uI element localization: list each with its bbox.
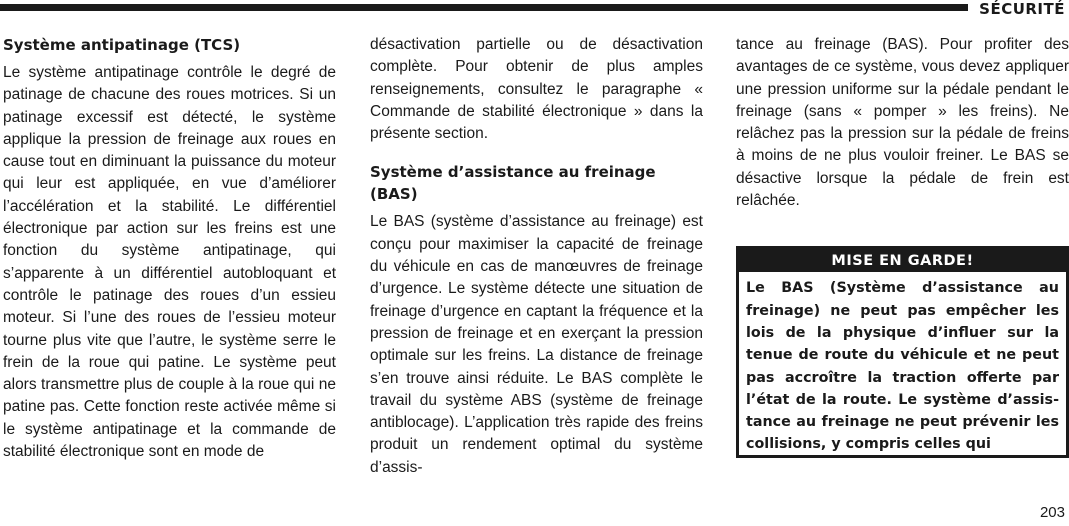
warning-box (736, 246, 1069, 458)
column-3 (736, 34, 1069, 458)
tcs-continuation-paragraph: désactivation partielle ou de désactivation complète. Pour obtenir de plus amples renseignements, consultez le paragraphe « Commande de stabilité électronique » dans la présente section. (370, 36, 703, 143)
column-2 (370, 34, 703, 479)
tcs-heading: Système antipatinage (TCS) (3, 36, 241, 54)
column-1 (3, 34, 336, 463)
page-number: 203 (1039, 504, 1065, 521)
warning-text: Le BAS (Système d’assistance au freinage) ne peut pas empêcher les lois de la physique d’influer sur la tenue de route du véhicule et ne peut pas accroître la traction offerte par l’état de la route. Le système d’assistance au freinage ne peut prévenir les collisions, y compris celles qui (746, 280, 1059, 453)
header-rule (0, 4, 968, 11)
bas-continuation-paragraph: tance au freinage (BAS). Pour profiter des avantages de ce système, vous devez appliquer une pression uniforme sur la pédale pendant le freinage (sans « pomper » les freins). Ne relâchez pas la pression sur la pédale de freins à moins de ne plus vouloir freiner. Le BAS se désactive lorsque la pédale de frein est relâchée. (736, 36, 1069, 210)
tcs-paragraph: Le système antipatinage contrôle le degré de patinage de chacune des roues motrices. Si un patinage excessif est détecté, le système applique la pression de freinage aux roues en cause tout en diminuant la puissance du moteur qui leur est appliquée, en vue d’améliorer l’accélération et la stabilité. Le différentiel électronique par action sur les freins est une fonction du système antipatinage, qui s’apparente à un différentiel autobloquant et contrôle le patinage des roues d’un essieu moteur. Si l’une des roues de l’essieu moteur tourne plus vite que l’autre, le système serre le frein de la roue qui patine. Le système peut alors transmettre plus de couple à la roue qui ne patine pas. Cette fonction reste activée même si le système antipatinage et la commande de stabilité électronique sont en mode de (3, 64, 336, 461)
section-title: SÉCURITÉ (979, 0, 1065, 18)
bas-paragraph: Le BAS (système d’assistance au freinage) est conçu pour maximiser la capacité de freinage du véhicule en cas de manœuvres de freinage d’urgence. Le système détecte une situation de freinage d’urgence en captant la fréquence et la pression de freinage et en exerçant la pression optimale sur les freins. La distance de freinage s’en trouve ainsi réduite. Le BAS complète le travail du système ABS (système de freinage antiblocage). L’application très rapide des freins produit un rendement optimal du système d’assis- (370, 213, 703, 476)
warning-title: MISE EN GARDE! (739, 249, 1066, 272)
bas-heading: Système d’assistance au freinage (BAS) (370, 163, 656, 204)
